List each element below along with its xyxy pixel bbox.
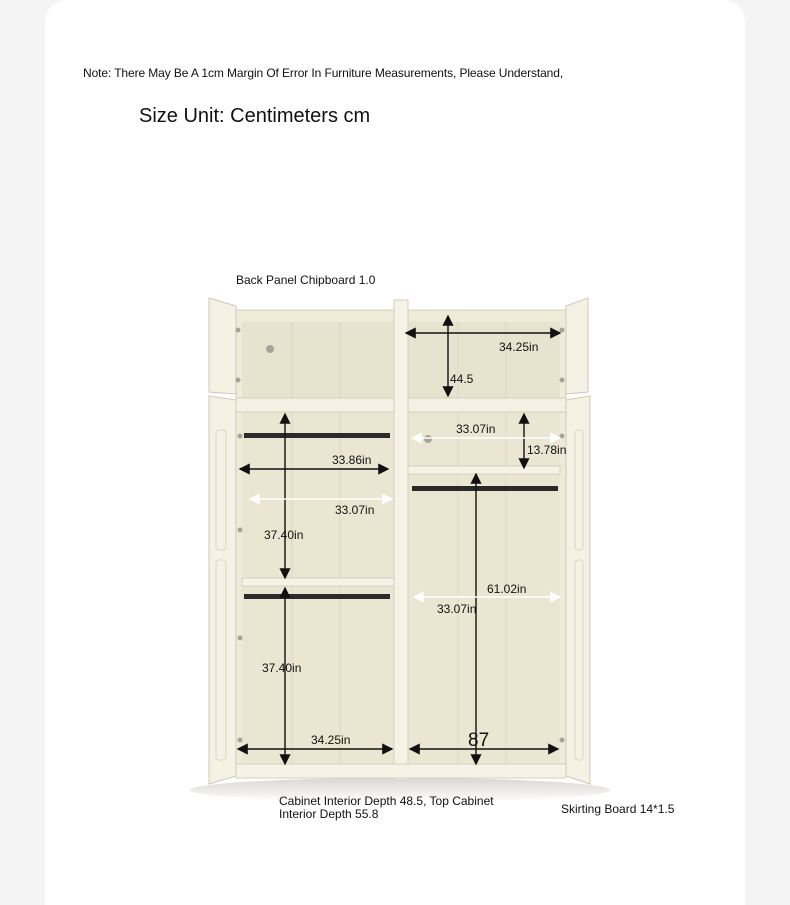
size-unit-heading: Size Unit: Centimeters cm xyxy=(139,105,371,127)
left-inner-width-label: 33.07in xyxy=(335,503,375,517)
measurement-note: Note: There May Be A 1cm Margin Of Error In Furniture Measurements, Please Understand, xyxy=(83,66,564,80)
back-panel-label: Back Panel Chipboard 1.0 xyxy=(236,273,376,287)
top-left-door xyxy=(209,298,236,394)
left-lower-height-label: 37.40in xyxy=(262,661,302,675)
upper-right-width-label: 33.07in xyxy=(456,422,496,436)
right-shelf xyxy=(408,466,560,474)
left-lower-rail xyxy=(244,594,390,599)
main-right-door xyxy=(566,396,590,784)
skirting-board xyxy=(236,764,566,778)
top-right-door xyxy=(566,298,588,394)
right-mid-height-label: 61.02in xyxy=(487,582,527,596)
main-left-door xyxy=(209,396,236,784)
left-upper-rail xyxy=(244,433,390,438)
left-upper-height-label: 37.40in xyxy=(264,528,304,542)
bottom-right-width-label: 87 xyxy=(468,730,490,751)
left-shelf xyxy=(242,578,394,586)
top-width-label: 34.25in xyxy=(499,340,539,354)
right-rail xyxy=(412,486,558,491)
main-right-interior xyxy=(408,412,560,768)
left-outer-width-label: 33.86in xyxy=(332,453,372,467)
center-partition xyxy=(394,300,408,780)
top-left-interior xyxy=(242,322,394,398)
bottom-left-width-label: 34.25in xyxy=(311,733,351,747)
right-mid-width-label: 33.07in xyxy=(437,602,477,616)
depth-note: Cabinet Interior Depth 48.5, Top Cabinet Interior Depth 55.8 xyxy=(279,794,494,821)
skirting-board-label: Skirting Board 14*1.5 xyxy=(561,802,675,816)
top-height-label: 44.5 xyxy=(450,372,474,386)
upper-right-height-label: 13.78in xyxy=(527,443,567,457)
